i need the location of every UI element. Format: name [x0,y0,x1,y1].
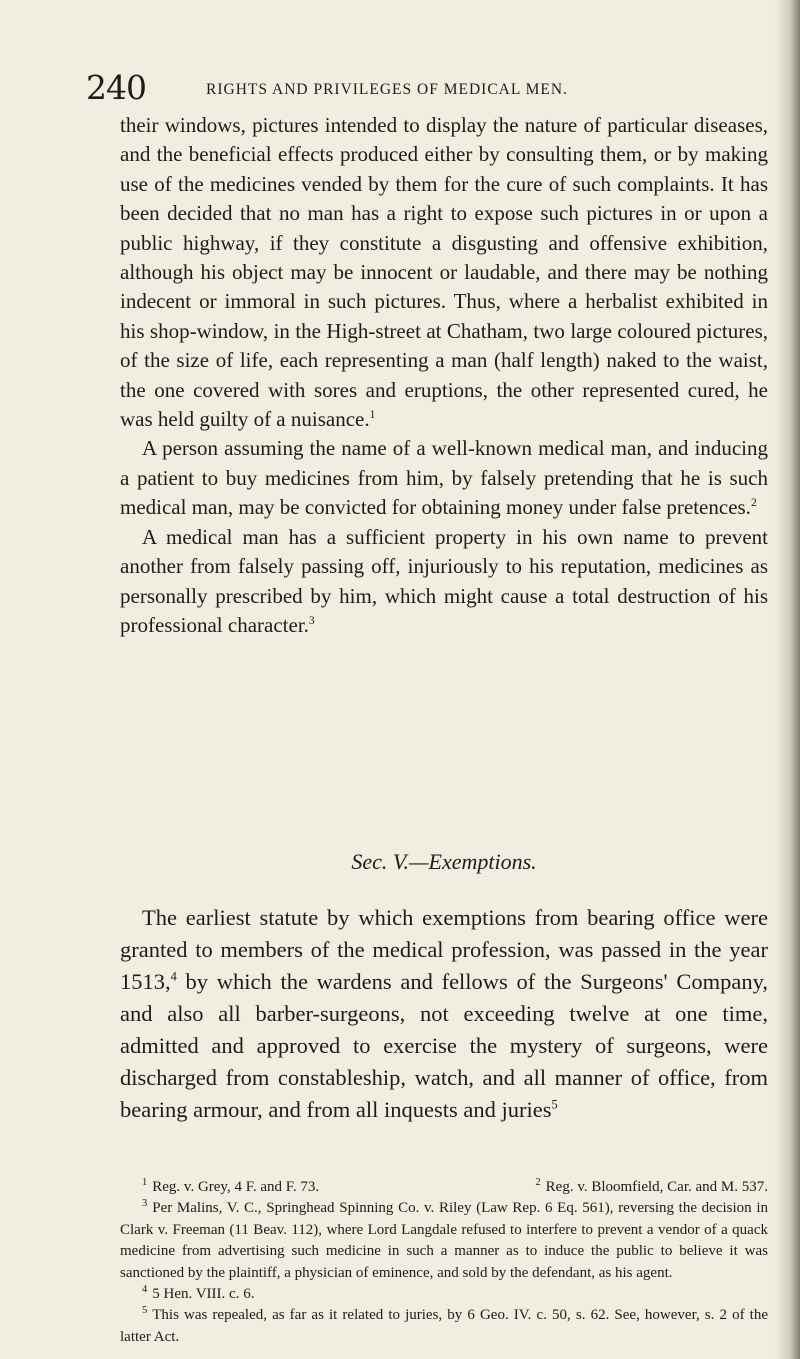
section-paragraph [120,902,768,1126]
footnote-5 [120,1305,768,1348]
footnotes [120,1177,768,1348]
footnote-5-text: This was repealed, as far as it related to juries, by 6 Geo. IV. c. 50, s. 62. See, however, s. 2 of the latter Act. [120,1307,768,1345]
paragraph-3 [120,523,768,641]
page-number: 240 [86,68,146,107]
paragraph-1-text: their windows, pictures intended to display the nature of particular diseases, and the beneficial effects produced either by consulting them, or by making use of the medicines vended by them for the cure of such complaints. It has been decided that no man has a right to expose such pictures in or upon a public highway, if they constitute a disgusting and offensive exhibition, although his object may be innocent or laudable, and there may be nothing indecent or immoral in such pictures. Thus, where a herbalist exhibited in his shop-window, in the High-street at Chatham, two large coloured pictures, of the size of life, each representing a man (half length) naked to the waist, the one covered with sores and eruptions, the other represented cured, he was held guilty of a nuisance. [120,113,768,432]
footnote-2-text: Reg. v. Bloomfield, Car. and M. 537. [545,1179,768,1195]
footnote-1-text: Reg. v. Grey, 4 F. and F. 73. [152,1179,320,1195]
section-text-b: by which the wardens and fellows of the Surgeons' Company, and also all barber-surgeons, not exceeding twelve at one time, admitted and approved to exercise the mystery of surgeons, were discharged from constableship, watch, and all manner of office, from bearing armour, and from all inquests and juries [120,969,768,1122]
footnote-2 [535,1177,768,1198]
footnote-3-mark: 3 [142,1198,148,1210]
footnote-ref-3: 3 [308,614,315,627]
page-header [0,68,800,108]
main-text [120,111,768,640]
paragraph-1 [120,111,768,434]
footnote-row-1-2 [120,1177,768,1198]
section-heading: Sec. V.—Exemptions. [351,849,537,874]
paragraph-2-text: A person assuming the name of a well-known medical man, and inducing a patient to buy medicines from him, by falsely pretending that he is such medical man, may be convicted for obtaining money under false pretences. [120,436,768,520]
footnote-5-mark: 5 [142,1305,148,1317]
footnote-3-text: Per Malins, V. C., Springhead Spinning Co. v. Riley (Law Rep. 6 Eq. 561), reversing the decision in Clark v. Freeman (11 Beav. 112), where Lord Langdale refused to interfere to prevent a vendor of a quack medicine from advertising such medicine in such a manner as to induce the public to believe it was sanctioned by the plaintiff, a physician of eminence, and sold by the defendant, as his agent. [120,1200,768,1281]
footnote-4 [120,1284,768,1305]
footnote-1 [142,1177,319,1198]
paragraph-3-text: A medical man has a sufficient property in his own name to prevent another from falsely passing off, injuriously to his reputation, medicines as personally prescribed by him, which might cause a total destruction of his professional character. [120,524,768,637]
footnote-ref-4: 4 [170,969,177,984]
footnote-3 [120,1198,768,1284]
footnote-ref-5: 5 [551,1097,558,1112]
footnote-4-text: 5 Hen. VIII. c. 6. [152,1286,255,1303]
running-head: RIGHTS AND PRIVILEGES OF MEDICAL MEN. [206,81,568,98]
section-text [120,902,768,1126]
paragraph-2 [120,434,768,522]
footnote-ref-1: 1 [369,409,376,422]
footnote-2-mark: 2 [535,1177,541,1188]
footnote-4-mark: 4 [142,1284,148,1296]
footnote-1-mark: 1 [142,1177,148,1188]
section-text-a: The earliest statute by which exemptions from bearing office were granted to members of the medical profession, was passed in the year 1513, [120,905,768,994]
footnote-ref-2: 2 [750,497,757,510]
page-edge-shadow [774,0,800,1359]
